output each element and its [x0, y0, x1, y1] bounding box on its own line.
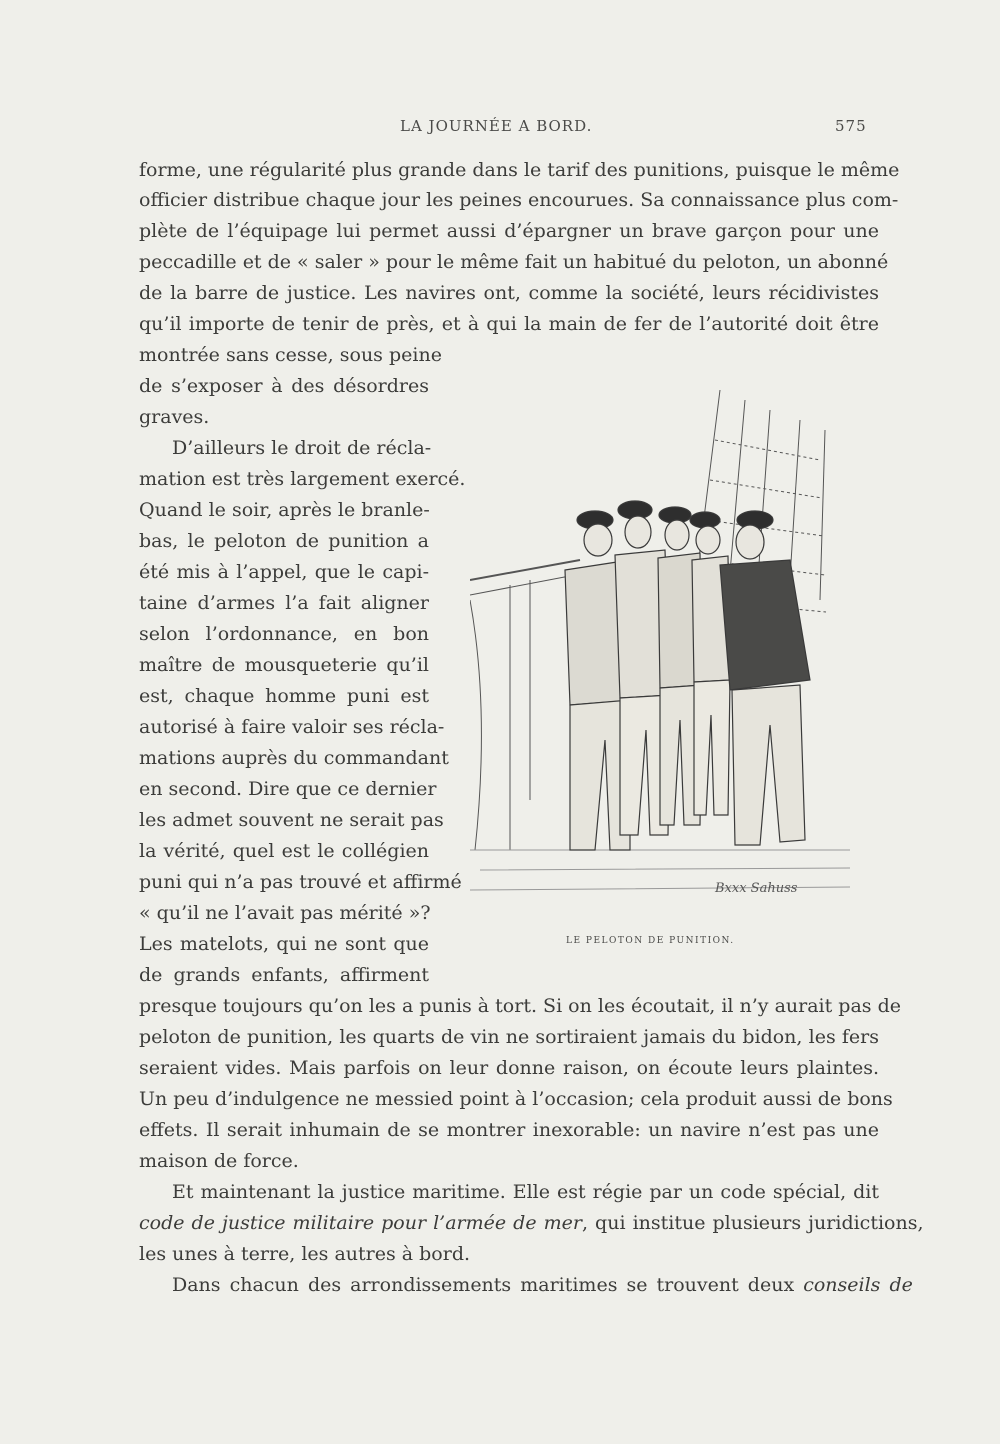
text-line: « qu’il ne l’avait pas mérité »?: [139, 902, 431, 924]
text-line: Et maintenant la justice maritime. Elle est régie par un code spécial, dit: [172, 1181, 879, 1203]
text-line-mixed: [139, 1211, 924, 1235]
italic-phrase: code de justice militaire pour l’armée de mer: [139, 1212, 582, 1234]
text-line: peccadille et de « saler » pour le même fait un habitué du peloton, un abonné: [139, 251, 889, 273]
text-line: peloton de punition, les quarts de vin ne sortiraient jamais du bidon, les fers: [139, 1026, 879, 1048]
italic-phrase: conseils de: [803, 1274, 913, 1296]
text-line: graves.: [139, 406, 210, 428]
text-line: forme, une régularité plus grande dans le tarif des punitions, puisque le même: [139, 159, 900, 181]
text-line: de la barre de justice. Les navires ont, comme la société, leurs récidivistes: [139, 282, 879, 304]
text-line: maître de mousqueterie qu’il: [139, 654, 429, 676]
engraving-illustration: [470, 380, 850, 915]
text-line: mation est très largement exercé.: [139, 468, 466, 490]
text-line: de s’exposer à des désordres: [139, 375, 429, 397]
text-line: maison de force.: [139, 1150, 299, 1172]
text-segment: Dans chacun des arrondissements maritimes se trouvent deux: [172, 1274, 804, 1296]
text-line: D’ailleurs le droit de récla-: [172, 437, 432, 459]
text-line: effets. Il serait inhumain de se montrer inexorable: un navire n’est pas une: [139, 1119, 879, 1141]
text-line: taine d’armes l’a fait aligner: [139, 592, 429, 614]
text-line: mations auprès du commandant: [139, 747, 449, 769]
text-line: les unes à terre, les autres à bord.: [139, 1243, 471, 1265]
text-line: Les matelots, qui ne sont que: [139, 933, 429, 955]
running-header: [0, 117, 1000, 137]
text-line: plète de l’équipage lui permet aussi d’épargner un brave garçon pour une: [139, 220, 879, 242]
text-line: selon l’ordonnance, en bon: [139, 623, 429, 645]
text-line: Un peu d’indulgence ne messied point à l’occasion; cela produit aussi de bons: [139, 1088, 893, 1110]
text-line: officier distribue chaque jour les peines encourues. Sa connaissance plus com-: [139, 189, 899, 211]
text-line: les admet souvent ne serait pas: [139, 809, 444, 831]
text-line: montrée sans cesse, sous peine: [139, 344, 442, 366]
text-line-mixed: [172, 1273, 913, 1297]
text-line: presque toujours qu’on les a punis à tort. Si on les écoutait, il n’y aurait pas de: [139, 995, 901, 1017]
header-title: LA JOURNÉE A BORD.: [400, 117, 593, 135]
text-line: Quand le soir, après le branle-: [139, 499, 430, 521]
text-line: puni qui n’a pas trouvé et affirmé: [139, 871, 462, 893]
text-line: bas, le peloton de punition a: [139, 530, 429, 552]
text-line: seraient vides. Mais parfois on leur donne raison, on écoute leurs plaintes.: [139, 1057, 879, 1079]
text-segment: , qui institue plusieurs juridictions,: [581, 1212, 924, 1234]
text-line: été mis à l’appel, que le capi-: [139, 561, 429, 583]
text-line: est, chaque homme puni est: [139, 685, 429, 707]
text-line: en second. Dire que ce dernier: [139, 778, 437, 800]
text-line: qu’il importe de tenir de près, et à qui la main de fer de l’autorité doit être: [139, 313, 879, 335]
text-line: autorisé à faire valoir ses récla-: [139, 716, 445, 738]
sailors-drawing: [470, 380, 850, 915]
page-number: 575: [835, 117, 867, 135]
illustration-caption: LE PELOTON DE PUNITION.: [566, 936, 735, 946]
illustration-signature: Bxxx Sahuss: [715, 881, 798, 896]
text-line: la vérité, quel est le collégien: [139, 840, 429, 862]
text-line: de grands enfants, affirment: [139, 964, 429, 986]
